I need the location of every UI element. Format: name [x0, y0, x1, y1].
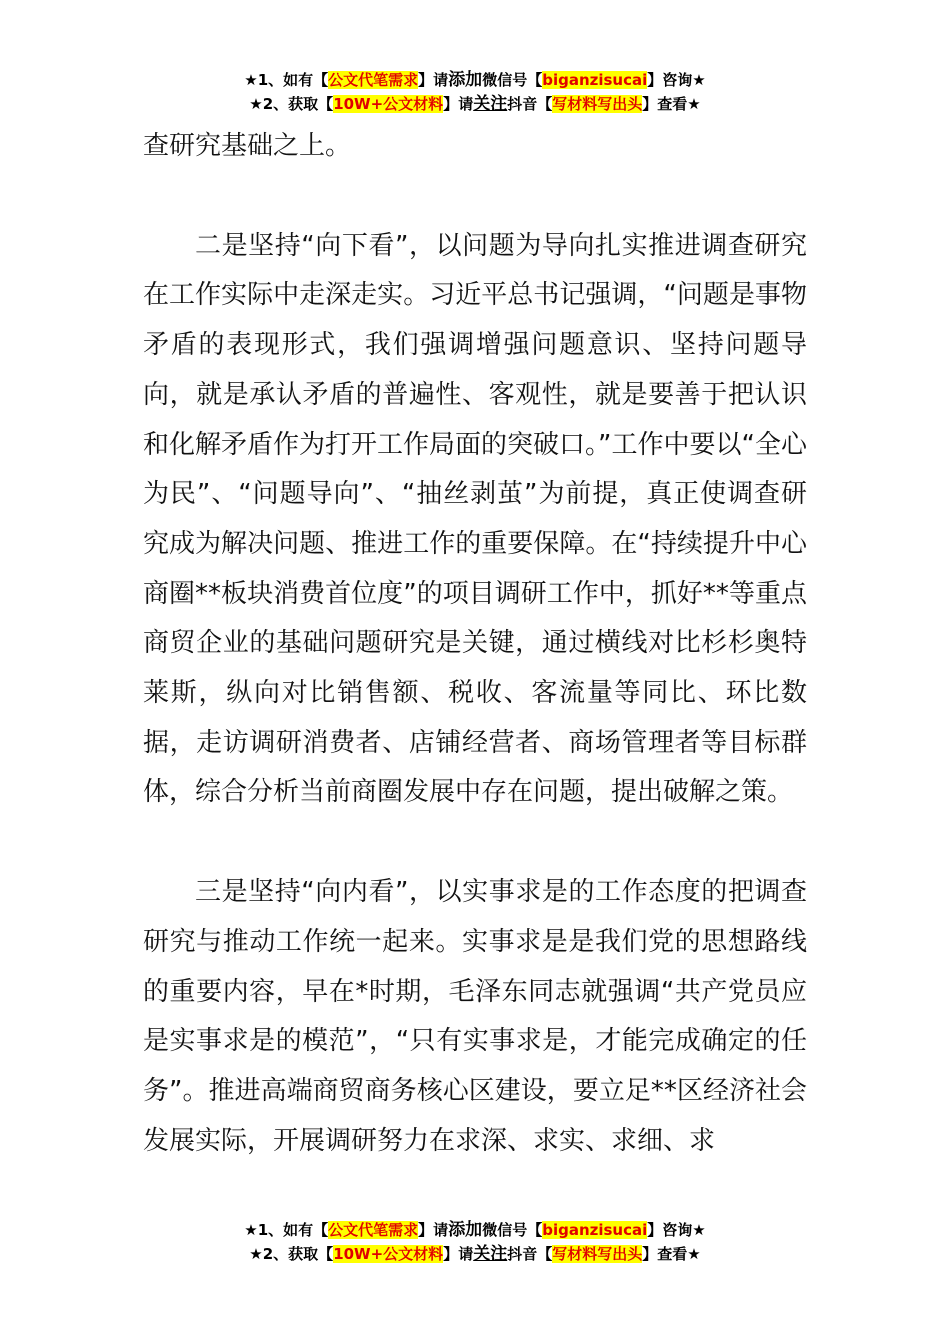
banner-text: ★2、获取【	[249, 1245, 334, 1263]
banner-text: 微信号【	[482, 1221, 543, 1239]
banner-text: 微信号【	[482, 71, 543, 89]
header-banner	[0, 68, 950, 116]
banner-text: 】查看★	[642, 1245, 701, 1263]
paragraph-continuation: 查研究基础之上。	[143, 131, 352, 161]
paragraph-look-down: 二是坚持“向下看”，以问题为导向扎实推进调查研究在工作实际中走深走实。习近平总书记强调，“问题是事物矛盾的表现形式，我们强调增强问题意识、坚持问题导向，就是承认矛盾的普遍性、客观性，就是要善于把认识和化解矛盾作为打开工作局面的突破口。”工作中要以“全心为民”、“问题导向”、“抽丝剥茧”为前提，真正使调查研究成为解决问题、推进工作的重要保障。在“持续提升中心商圈**板块消费首位度”的项目调研工作中，抓好**等重点商贸企业的基础问题研究是关键，通过横线对比杉杉奥特莱斯，纵向对比销售额、税收、客流量等同比、环比数据，走访调研消费者、店铺经营者、商场管理者等目标群体，综合分析当前商圈发展中存在问题，提出破解之策。	[143, 230, 807, 808]
banner-text: 抖音【	[507, 1245, 553, 1263]
banner-text: ★1、如有【	[244, 1221, 329, 1239]
banner-text: 抖音【	[507, 95, 553, 113]
paragraph-look-inward: 三是坚持“向内看”，以实事求是的工作态度的把调查研究与推动工作统一起来。实事求是是我们党的思想路线的重要内容，早在*时期，毛泽东同志就强调“共产党员应是实事求是的模范”，“只有实事求是，才能完成确定的任务”。推进高端商贸商务核心区建设，要立足**区经济社会发展实际，开展调研努力在求深、求实、求细、求	[143, 877, 807, 1156]
paragraph-gap	[143, 818, 807, 868]
banner-text: 】请	[418, 1221, 449, 1239]
banner-text: ★1、如有【	[244, 71, 329, 89]
banner-line-2	[0, 1242, 950, 1266]
banner-text: ★2、获取【	[249, 95, 334, 113]
banner-highlight: 公文代笔需求	[328, 71, 419, 89]
banner-text: 关注	[473, 1244, 508, 1264]
footer-banner	[0, 1218, 950, 1266]
banner-text: 】请	[418, 71, 449, 89]
document-body	[143, 122, 807, 1166]
paragraph-gap	[143, 172, 807, 222]
banner-text: 添加	[448, 70, 483, 90]
banner-highlight-wechat: biganzisucai	[542, 71, 648, 89]
banner-text: 】查看★	[642, 95, 701, 113]
banner-line-1	[0, 1218, 950, 1242]
banner-text: 添加	[448, 1220, 483, 1240]
banner-text: 】请	[443, 95, 474, 113]
banner-highlight: 公文代笔需求	[328, 1221, 419, 1239]
banner-highlight: 10W+公文材料	[333, 95, 444, 113]
banner-highlight-wechat: biganzisucai	[542, 1221, 648, 1239]
banner-line-2	[0, 92, 950, 116]
banner-highlight: 写材料写出头	[552, 95, 643, 113]
banner-text: 关注	[473, 94, 508, 114]
banner-text: 】咨询★	[647, 1221, 706, 1239]
banner-text: 】咨询★	[647, 71, 706, 89]
banner-highlight: 写材料写出头	[552, 1245, 643, 1263]
banner-line-1	[0, 68, 950, 92]
banner-highlight: 10W+公文材料	[333, 1245, 444, 1263]
banner-text: 】请	[443, 1245, 474, 1263]
